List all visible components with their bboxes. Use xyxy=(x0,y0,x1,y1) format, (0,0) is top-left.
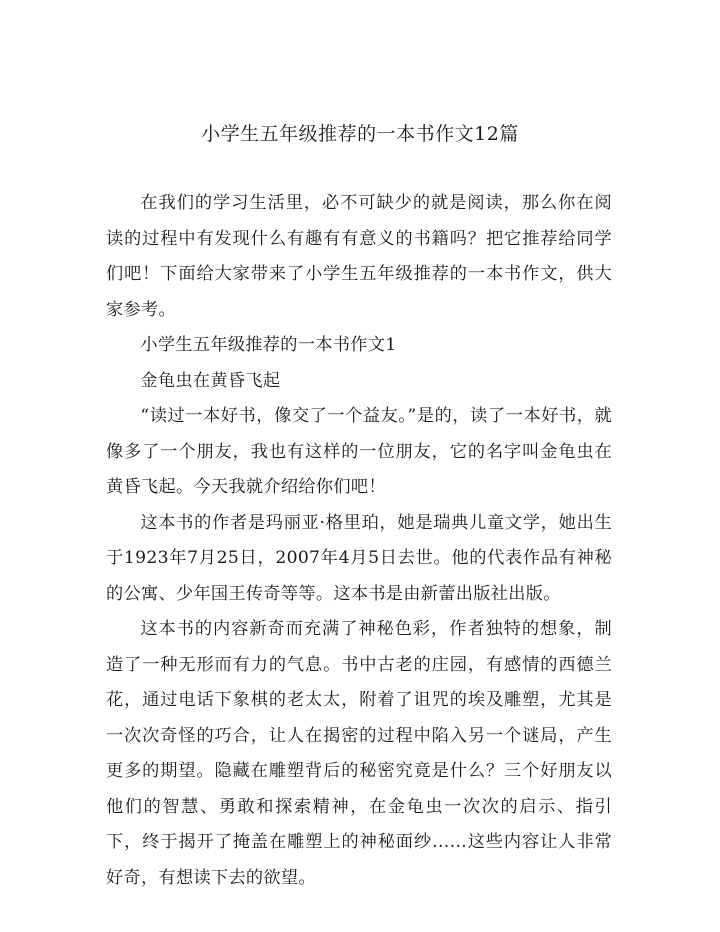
body-paragraph: “读过一本好书，像交了一个益友。”是的，读了一本好书，就像多了一个朋友，我也有这样的一位朋友，它的名字叫金龟虫在黄昏飞起。今天我就介绍给你们吧！ xyxy=(106,406,612,497)
body-paragraph: 这本书的内容新奇而充满了神秘色彩，作者独特的想象，制造了一种无形而有力的气息。书中古老的庄园，有感情的西德兰花，通过电话下象棋的老太太，附着了诅咒的埃及雕塑，尤其是一次次奇怪的巧合，让人在揭密的过程中陷入另一个谜局，产生更多的期望。隐藏在雕塑背后的秘密究竟是什么？三个好朋友以他们的智慧、勇敢和探索精神，在金龟虫一次次的启示、指引下，终于揭开了掩盖在雕塑上的神秘面纱……这些内容让人非常好奇，有想读下去的欲望。 xyxy=(106,619,612,888)
intro-paragraph: 在我们的学习生活里，必不可缺少的就是阅读，那么你在阅读的过程中有发现什么有趣有有意义的书籍吗？把它推荐给同学们吧！下面给大家带来了小学生五年级推荐的一本书作文，供大家参考。 xyxy=(106,193,612,320)
document-body xyxy=(106,186,612,896)
body-paragraph: 这本书的作者是玛丽亚·格里珀，她是瑞典儿童文学，她出生于1923年7月25日，2007年4月5日去世。他的代表作品有神秘的公寓、少年国王传奇等等。这本书是由新蕾出版社出版。 xyxy=(106,512,612,604)
essay-heading: 小学生五年级推荐的一本书作文1 xyxy=(140,335,397,355)
book-title-line: 金龟虫在黄昏飞起 xyxy=(140,370,281,391)
document-title: 小学生五年级推荐的一本书作文12篇 xyxy=(201,123,519,145)
